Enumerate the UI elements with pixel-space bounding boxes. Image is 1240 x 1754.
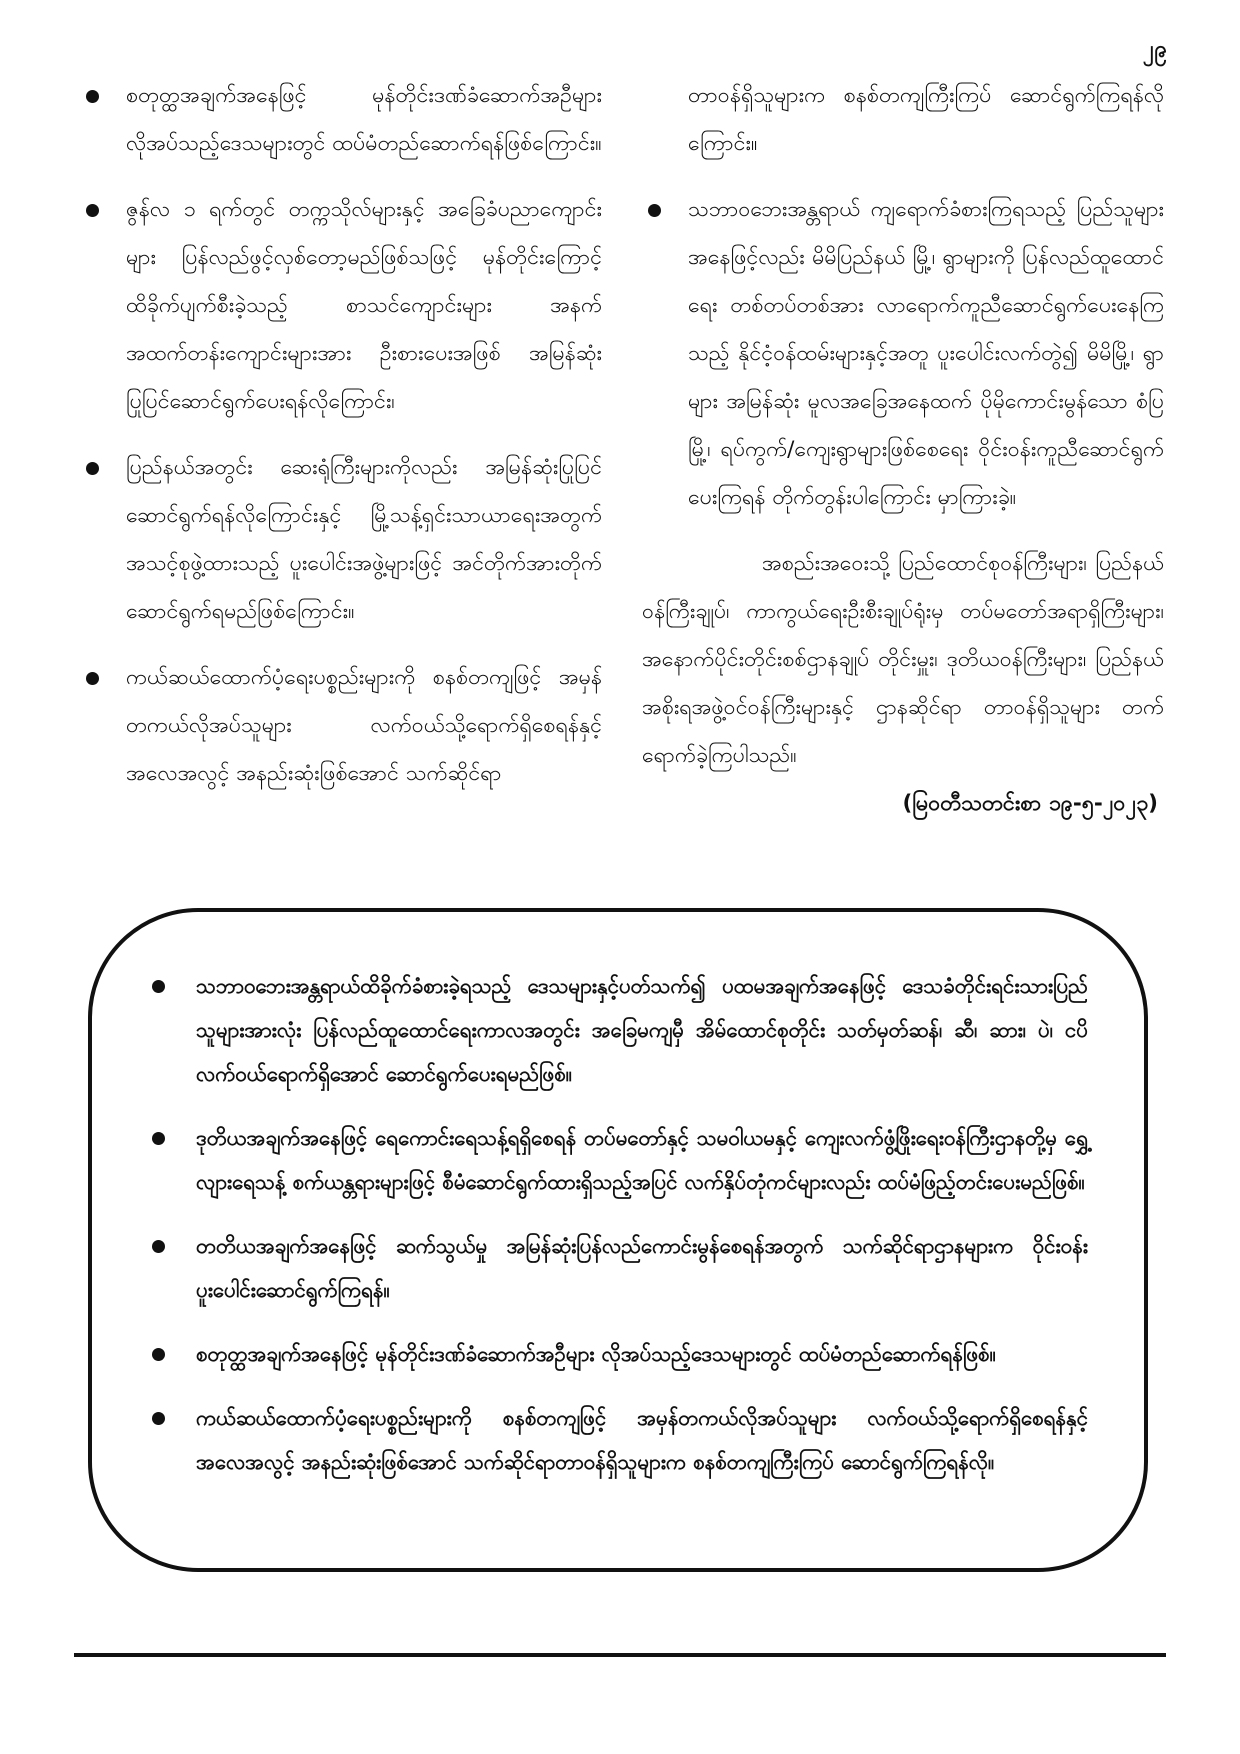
summary-item-text: ကယ်ဆယ်ထောက်ပံ့ရေးပစ္စည်းများကို စနစ်တကျဖြင့် အမှန်တကယ်လိုအပ်သူများ လက်ဝယ်သို့ရောက်ရှိစေရန်နှင့် အလေအလွင့် အနည်းဆုံးဖြစ်အောင် သက်ဆိုင်ရာတာဝန်ရှိသူများက စနစ်တကျကြီးကြပ် ဆောင်ရွက်ကြရန်လို။	[196, 1406, 1088, 1474]
list-item-text: ကယ်ဆယ်ထောက်ပံ့ရေးပစ္စည်းများကို စနစ်တကျဖြင့် အမှန်တကယ်လိုအပ်သူများ လက်ဝယ်သို့ရောက်ရှိစေရန်နှင့် အလေအလွင့် အနည်းဆုံးဖြစ်အောင် သက်ဆိုင်ရာ	[126, 665, 602, 786]
bullet-icon	[152, 1348, 165, 1361]
list-item-continuation	[642, 72, 1164, 168]
list-item	[80, 72, 602, 168]
article-columns	[80, 72, 1164, 904]
bullet-icon	[86, 204, 99, 217]
page-number: ၂၉	[1142, 37, 1168, 62]
left-bullet-list	[80, 72, 602, 798]
list-item-text: ဇွန်လ ၁ ရက်တွင် တက္ကသိုလ်များနှင့် အခြေခံပညာကျောင်းများ ပြန်လည်ဖွင့်လှစ်တော့မည်ဖြစ်သဖြင့် မုန်တိုင်းကြောင့် ထိခိုက်ပျက်စီးခဲ့သည့် စာသင်ကျောင်းများ အနက် အထက်တန်းကျောင်းများအား ဦးစားပေးအဖြစ် အမြန်ဆုံးပြုပြင်ဆောင်ရွက်ပေးရန်လိုကြောင်း၊	[126, 197, 602, 414]
list-item	[80, 654, 602, 798]
bullet-icon	[86, 672, 99, 685]
summary-item-text: စတုတ္ထအချက်အနေဖြင့် မုန်တိုင်းဒဏ်ခံဆောက်အဦများ လိုအပ်သည့်ဒေသများတွင် ထပ်မံတည်ဆောက်ရန်ဖြစ်။	[196, 1342, 996, 1366]
source-citation: (မြဝတီသတင်းစာ ၁၉-၅-၂၀၂၃)	[902, 791, 1158, 816]
right-bullet-list	[642, 72, 1164, 522]
list-item-text: သဘာဝဘေးအန္တရာယ် ကျရောက်ခံစားကြရသည့် ပြည်သူများအနေဖြင့်လည်း မိမိပြည်နယ် မြို့၊ ရွာများကို ပြန်လည်ထူထောင်ရေး တစ်တပ်တစ်အား လာရောက်ကူညီဆောင်ရွက်ပေးနေကြသည့် နိုင်ငံ့ဝန်ထမ်းများနှင့်အတူ ပူးပေါင်းလက်တွဲ၍ မိမိမြို့၊ ရွာများ အမြန်ဆုံး မူလအခြေအနေထက် ပိုမိုကောင်းမွန်သော စံပြမြို့၊ ရပ်ကွက်/ကျေးရွာများဖြစ်စေရေး ဝိုင်းဝန်းကူညီဆောင်ရွက်ပေးကြရန် တိုက်တွန်းပါကြောင်း မှာကြားခဲ့။	[688, 197, 1164, 510]
bullet-icon	[152, 1240, 165, 1253]
summary-item	[148, 1396, 1088, 1484]
bullet-icon	[86, 462, 99, 475]
right-column	[642, 72, 1164, 904]
summary-item	[148, 1116, 1088, 1204]
left-column	[80, 72, 602, 904]
list-item-text: စတုတ္ထအချက်အနေဖြင့် မုန်တိုင်းဒဏ်ခံဆောက်အဦများ လိုအပ်သည့်ဒေသများတွင် ထပ်မံတည်ဆောက်ရန်ဖြစ်ကြောင်း။	[126, 83, 602, 156]
bullet-icon	[152, 1132, 165, 1145]
summary-item	[148, 1332, 1088, 1376]
list-item	[642, 186, 1164, 522]
summary-item-text: သဘာဝဘေးအန္တရာယ်ထိခိုက်ခံစားခဲ့ရသည့် ဒေသများနှင့်ပတ်သက်၍ ပထမအချက်အနေဖြင့် ဒေသခံတိုင်းရင်းသားပြည်သူများအားလုံး ပြန်လည်ထူထောင်ရေးကာလအတွင်း အခြေမကျမှီ အိမ်ထောင်စုတိုင်း သတ်မှတ်ဆန်၊ ဆီ၊ ဆား၊ ပဲ၊ ငပိ လက်ဝယ်ရောက်ရှိအောင် ဆောင်ရွက်ပေးရမည်ဖြစ်။	[196, 974, 1088, 1086]
bullet-icon	[152, 980, 165, 993]
summary-item	[148, 1224, 1088, 1312]
summary-box	[88, 908, 1148, 1572]
bullet-icon	[152, 1412, 165, 1425]
summary-item-text: တတိယအချက်အနေဖြင့် ဆက်သွယ်မှု အမြန်ဆုံးပြန်လည်ကောင်းမွန်စေရန်အတွက် သက်ဆိုင်ရာဌာနများက ဝိုင်းဝန်းပူးပေါင်းဆောင်ရွက်ကြရန်။	[196, 1234, 1088, 1302]
summary-bullet-list	[148, 964, 1088, 1484]
summary-item-text: ဒုတိယအချက်အနေဖြင့် ရေကောင်းရေသန့်ရရှိစေရန် တပ်မတော်နှင့် သမဝါယမနှင့် ကျေးလက်ဖွံ့ဖြိုးရေးဝန်ကြီးဌာနတို့မှ ရွှေ့လျားရေသန့် စက်ယန္တရားများဖြင့် စီမံဆောင်ရွက်ထားရှိသည့်အပြင် လက်နှိပ်တုံကင်များလည်း ထပ်မံဖြည့်တင်းပေးမည်ဖြစ်။	[196, 1126, 1088, 1194]
attendance-paragraph: အစည်းအဝေးသို့ ပြည်ထောင်စုဝန်ကြီးများ၊ ပြည်နယ်ဝန်ကြီးချုပ်၊ ကာကွယ်ရေးဦးစီးချုပ်ရုံးမှ တပ်မတော်အရာရှိကြီးများ၊ အနောက်ပိုင်းတိုင်းစစ်ဌာနချုပ် တိုင်းမှူး၊ ဒုတိယဝန်ကြီးများ၊ ပြည်နယ်အစိုးရအဖွဲ့ဝင်ဝန်ကြီးများနှင့် ဌာနဆိုင်ရာ တာဝန်ရှိသူများ တက်ရောက်ခဲ့ကြပါသည်။	[642, 551, 1164, 768]
summary-item	[148, 964, 1088, 1096]
list-item-text: ပြည်နယ်အတွင်း ဆေးရုံကြီးများကိုလည်း အမြန်ဆုံးပြုပြင်ဆောင်ရွက်ရန်လိုကြောင်းနှင့် မြို့သန့်ရှင်းသာယာရေးအတွက် အသင့်စုဖွဲ့ထားသည့် ပူးပေါင်းအဖွဲ့များဖြင့် အင်တိုက်အားတိုက် ဆောင်ရွက်ရမည်ဖြစ်ကြောင်း။	[126, 455, 602, 624]
bottom-divider	[74, 1653, 1166, 1657]
list-item	[80, 444, 602, 636]
bullet-icon	[86, 90, 99, 103]
list-item-text: တာဝန်ရှိသူများက စနစ်တကျကြီးကြပ် ဆောင်ရွက်ကြရန်လိုကြောင်း။	[688, 83, 1164, 156]
list-item	[80, 186, 602, 426]
bullet-icon	[648, 204, 661, 217]
